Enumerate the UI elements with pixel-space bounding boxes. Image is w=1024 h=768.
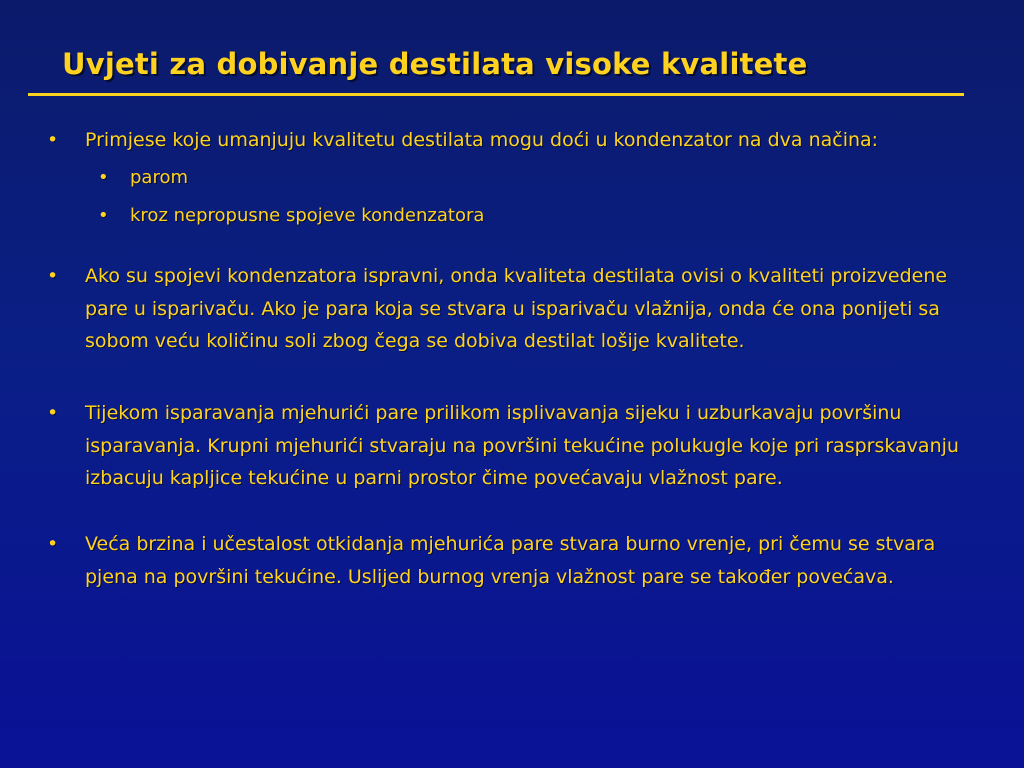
bullet-icon: • <box>47 129 59 151</box>
bullet-text: Primjese koje umanjuju kvalitetu destilata mogu doći u kondenzator na dva načina: <box>85 129 879 151</box>
sub-bullet-icon: • <box>98 167 109 188</box>
bullet-text: Ako su spojevi kondenzatora ispravni, onda kvaliteta destilata ovisi o kvaliteti proizvedene pare u isparivaču. Ako je para koja se stvara u isparivaču vlažnija, onda će ona ponijeti sa sobom veću količinu soli zbog čega se dobiva destilat lošije kvalitete. <box>85 265 948 352</box>
bullet-text: Tijekom isparavanja mjehurići pare prilikom isplivavanja sijeku i uzburkavaju površinu isparavanja. Krupni mjehurići stvaraju na površini tekućine polukugle koje pri rasprskavanju izbacuju kapljice tekućine u parni prostor čime povećavaju vlažnost pare. <box>85 402 959 489</box>
bullet-icon: • <box>47 533 59 555</box>
bullet-text: Veća brzina i učestalost otkidanja mjehurića pare stvara burno vrenje, pri čemu se stvara pjena na površini tekućine. Uslijed burnog vrenja vlažnost pare se također povećava. <box>85 533 936 588</box>
sub-bullet-item <box>98 163 978 193</box>
title-underline <box>28 93 964 96</box>
slide-title: Uvjeti za dobivanje destilata visoke kvalitete <box>62 47 808 81</box>
bullet-item <box>47 528 987 593</box>
sub-bullet-item <box>98 201 978 231</box>
bullet-icon: • <box>47 402 59 424</box>
sub-bullet-icon: • <box>98 205 109 226</box>
bullet-icon: • <box>47 265 59 287</box>
bullet-item <box>47 397 987 495</box>
bullet-item <box>47 260 987 358</box>
sub-bullet-text: parom <box>130 167 189 188</box>
sub-bullet-text: kroz nepropusne spojeve kondenzatora <box>130 205 485 226</box>
bullet-item <box>47 124 987 157</box>
